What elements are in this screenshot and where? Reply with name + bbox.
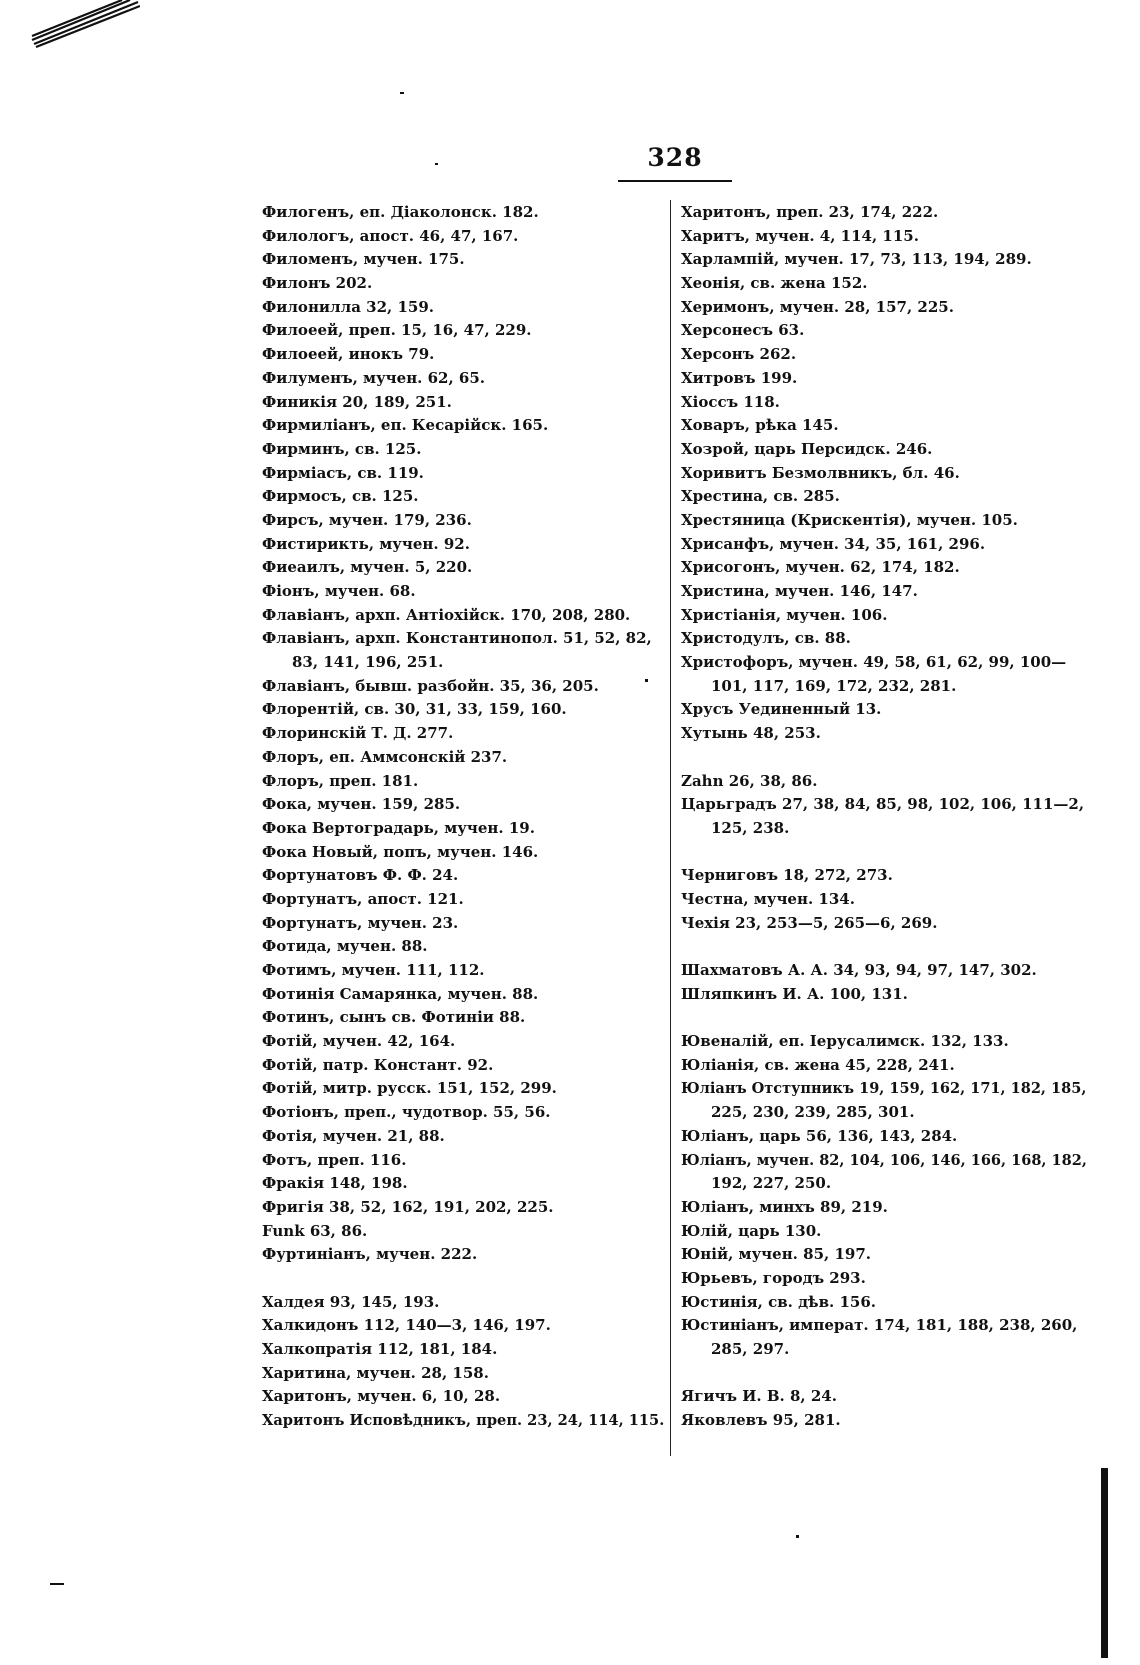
index-entry: Фортунатъ, мучен. 23. [262, 913, 459, 932]
index-entry: Хеонія, св. жена 152. [681, 274, 868, 293]
index-entry: Христина, мучен. 146, 147. [681, 582, 918, 600]
index-entry: Харитина, мучен. 28, 158. [262, 1363, 489, 1382]
index-entry: Харлампій, мучен. 17, 73, 113, 194, 289. [681, 250, 1032, 269]
index-entry: Юній, мучен. 85, 197. [681, 1245, 871, 1264]
index-entry: Царьградъ 27, 38, 84, 85, 98, 102, 106, 111—2, [681, 795, 1085, 814]
index-entry: Ховаръ, рѣка 145. [681, 416, 839, 435]
index-entry: Фотій, мучен. 42, 164. [262, 1032, 456, 1051]
index-entry: Ювеналій, еп. Іерусалимск. 132, 133. [681, 1032, 1009, 1051]
index-entry: Хрусъ Уединенный 13. [681, 700, 882, 719]
index-entry: Фотія, мучен. 21, 88. [262, 1126, 445, 1145]
index-entry: Филонъ 202. [262, 274, 373, 293]
index-entry: Халкопратія 112, 181, 184. [262, 1340, 498, 1358]
index-entry: Христодулъ, св. 88. [681, 629, 851, 648]
index-entry: Яковлевъ 95, 281. [681, 1411, 841, 1430]
index-entry: Фотинъ, сынъ св. Фотиніи 88. [262, 1008, 526, 1027]
index-entry: Фортунатъ, апост. 121. [262, 889, 464, 908]
index-entry: Халкидонъ 112, 140—3, 146, 197. [262, 1316, 551, 1335]
index-entry: Фока Новый, попъ, мучен. 146. [262, 842, 539, 861]
scan-dot [435, 163, 438, 165]
index-entry: Флавіанъ, архп. Антіохійск. 170, 208, 280. [262, 605, 631, 624]
page-number: 328 [647, 143, 703, 172]
index-entry: Фотій, патр. Констант. 92. [262, 1055, 494, 1074]
index-entry: Харитонъ Исповѣдникъ, преп. 23, 24, 114, 115. [262, 1412, 665, 1430]
index-entry: Шахматовъ А. А. 34, 93, 94, 97, 147, 302. [681, 961, 1037, 979]
index-entry: Шляпкинъ И. А. 100, 131. [681, 984, 908, 1003]
index-entry: Хитровъ 199. [681, 368, 798, 387]
index-entry: Фирминъ, св. 125. [262, 439, 422, 458]
section-gap [681, 1006, 1087, 1030]
index-entry: Флоръ, преп. 181. [262, 771, 419, 790]
scan-dot [796, 1535, 799, 1538]
index-entry: Черниговъ 18, 272, 273. [681, 866, 893, 885]
section-gap [262, 1267, 664, 1291]
index-entry: Хрестина, св. 285. [681, 487, 840, 506]
index-entry: Юстинія, св. дѣв. 156. [681, 1292, 877, 1311]
index-entry: Zahn 26, 38, 86. [681, 771, 818, 790]
index-entry: Харитонъ, мучен. 6, 10, 28. [262, 1387, 501, 1406]
index-entry-continuation: 101, 117, 169, 172, 232, 281. [711, 676, 957, 695]
index-entry: Хозрой, царь Персидск. 246. [681, 439, 933, 458]
scan-dash [50, 1583, 64, 1585]
index-entry: Чехія 23, 253—5, 265—6, 269. [681, 913, 938, 932]
index-entry: Ягичъ И. В. 8, 24. [681, 1387, 837, 1406]
index-entry: Фригія 38, 52, 162, 191, 202, 225. [262, 1197, 554, 1216]
index-entry: Фракія 148, 198. [262, 1174, 408, 1193]
index-entry: Хрисанфъ, мучен. 34, 35, 161, 296. [681, 534, 986, 553]
index-entry-continuation: 125, 238. [711, 818, 790, 837]
index-entry: Фиеаилъ, мучен. 5, 220. [262, 558, 473, 577]
index-entry: Юліанъ Отступникъ 19, 159, 162, 171, 182, 185, [681, 1080, 1087, 1098]
index-entry-continuation: 225, 230, 239, 285, 301. [711, 1103, 915, 1122]
index-entry: Юлій, царь 130. [681, 1221, 822, 1240]
index-entry: Христіанія, мучен. 106. [681, 605, 888, 624]
index-entry: Юліанъ, царь 56, 136, 143, 284. [681, 1126, 958, 1145]
index-entry: Филоменъ, мучен. 175. [262, 250, 465, 269]
index-entry: Херимонъ, мучен. 28, 157, 225. [681, 297, 954, 316]
index-entry: Харитъ, мучен. 4, 114, 115. [681, 226, 919, 245]
index-entry: Юстиніанъ, императ. 174, 181, 188, 238, 260, [681, 1316, 1078, 1335]
index-entry: Фирмиліанъ, еп. Кесарійск. 165. [262, 416, 549, 435]
index-entry: Финикія 20, 189, 251. [262, 392, 452, 411]
index-entry: Флоринскій Т. Д. 277. [262, 724, 454, 743]
index-entry: Фирмосъ, св. 125. [262, 487, 419, 506]
section-gap [681, 1362, 1087, 1386]
index-entry: Филоеей, преп. 15, 16, 47, 229. [262, 321, 532, 340]
index-entry: Фистирикть, мучен. 92. [262, 534, 470, 553]
index-entry: Херсонъ 262. [681, 345, 797, 364]
index-entry-continuation: 192, 227, 250. [711, 1174, 832, 1193]
index-entry: Funk 63, 86. [262, 1221, 368, 1240]
index-entry: Филоеей, инокъ 79. [262, 345, 435, 364]
index-entry: Хутынь 48, 253. [681, 724, 821, 743]
scan-dot [400, 92, 404, 94]
index-entry: Фортунатовъ Ф. Ф. 24. [262, 866, 459, 885]
index-entry: Харитонъ, преп. 23, 174, 222. [681, 203, 939, 221]
index-entry: Фуртиніанъ, мучен. 222. [262, 1245, 478, 1264]
index-entry: Халдея 93, 145, 193. [262, 1292, 440, 1311]
index-entry: Филуменъ, мучен. 62, 65. [262, 368, 486, 387]
index-column-right [681, 201, 1087, 1433]
section-gap [681, 746, 1087, 770]
index-entry: Хоривитъ Безмолвникъ, бл. 46. [681, 463, 960, 482]
index-entry: Фотимъ, мучен. 111, 112. [262, 961, 485, 979]
corner-scan-mark [30, 0, 140, 48]
index-entry: Фотинія Самарянка, мучен. 88. [262, 984, 539, 1003]
index-entry: Фока, мучен. 159, 285. [262, 795, 461, 814]
column-divider [670, 200, 671, 1456]
index-entry: Фотида, мучен. 88. [262, 937, 428, 956]
index-entry: Херсонесъ 63. [681, 321, 805, 340]
index-entry: Фотій, митр. русск. 151, 152, 299. [262, 1079, 557, 1098]
index-entry-continuation: 83, 141, 196, 251. [292, 653, 444, 672]
index-entry: Фока Вертоградарь, мучен. 19. [262, 818, 535, 837]
index-entry: Фіонъ, мучен. 68. [262, 582, 416, 600]
index-entry: Филологъ, апост. 46, 47, 167. [262, 226, 519, 245]
index-entry: Фирміасъ, св. 119. [262, 463, 424, 482]
index-entry: Христофоръ, мучен. 49, 58, 61, 62, 99, 100— [681, 653, 1067, 672]
index-entry: Фотіонъ, преп., чудотвор. 55, 56. [262, 1103, 551, 1122]
section-gap [681, 841, 1087, 865]
index-entry: Флавіанъ, архп. Константинопол. 51, 52, 82, [262, 629, 652, 648]
index-entry: Флоръ, еп. Аммсонскій 237. [262, 747, 508, 766]
index-entry: Филонилла 32, 159. [262, 297, 434, 316]
index-entry: Фотъ, преп. 116. [262, 1150, 407, 1169]
index-entry: Флавіанъ, бывш. разбойн. 35, 36, 205. [262, 676, 599, 695]
index-entry: Филогенъ, еп. Діаколонск. 182. [262, 203, 539, 221]
scan-edge-bar [1101, 1468, 1108, 1658]
index-entry-continuation: 285, 297. [711, 1340, 790, 1358]
index-entry: Юрьевъ, городъ 293. [681, 1268, 866, 1287]
index-entry: Хіоссъ 118. [681, 392, 780, 411]
index-entry: Хрисогонъ, мучен. 62, 174, 182. [681, 558, 960, 577]
index-entry: Флорентій, св. 30, 31, 33, 159, 160. [262, 700, 567, 719]
section-gap [681, 935, 1087, 959]
page-number-rule [618, 180, 732, 182]
index-entry: Хрестяница (Крискентія), мучен. 105. [681, 510, 1018, 529]
index-entry: Честна, мучен. 134. [681, 889, 855, 908]
index-entry: Юліанъ, мучен. 82, 104, 106, 146, 166, 168, 182, [681, 1151, 1087, 1169]
index-entry: Юліанія, св. жена 45, 228, 241. [681, 1055, 955, 1074]
index-entry: Юліанъ, минхъ 89, 219. [681, 1197, 888, 1216]
index-column-left [262, 201, 664, 1433]
index-entry: Фирсъ, мучен. 179, 236. [262, 510, 472, 529]
